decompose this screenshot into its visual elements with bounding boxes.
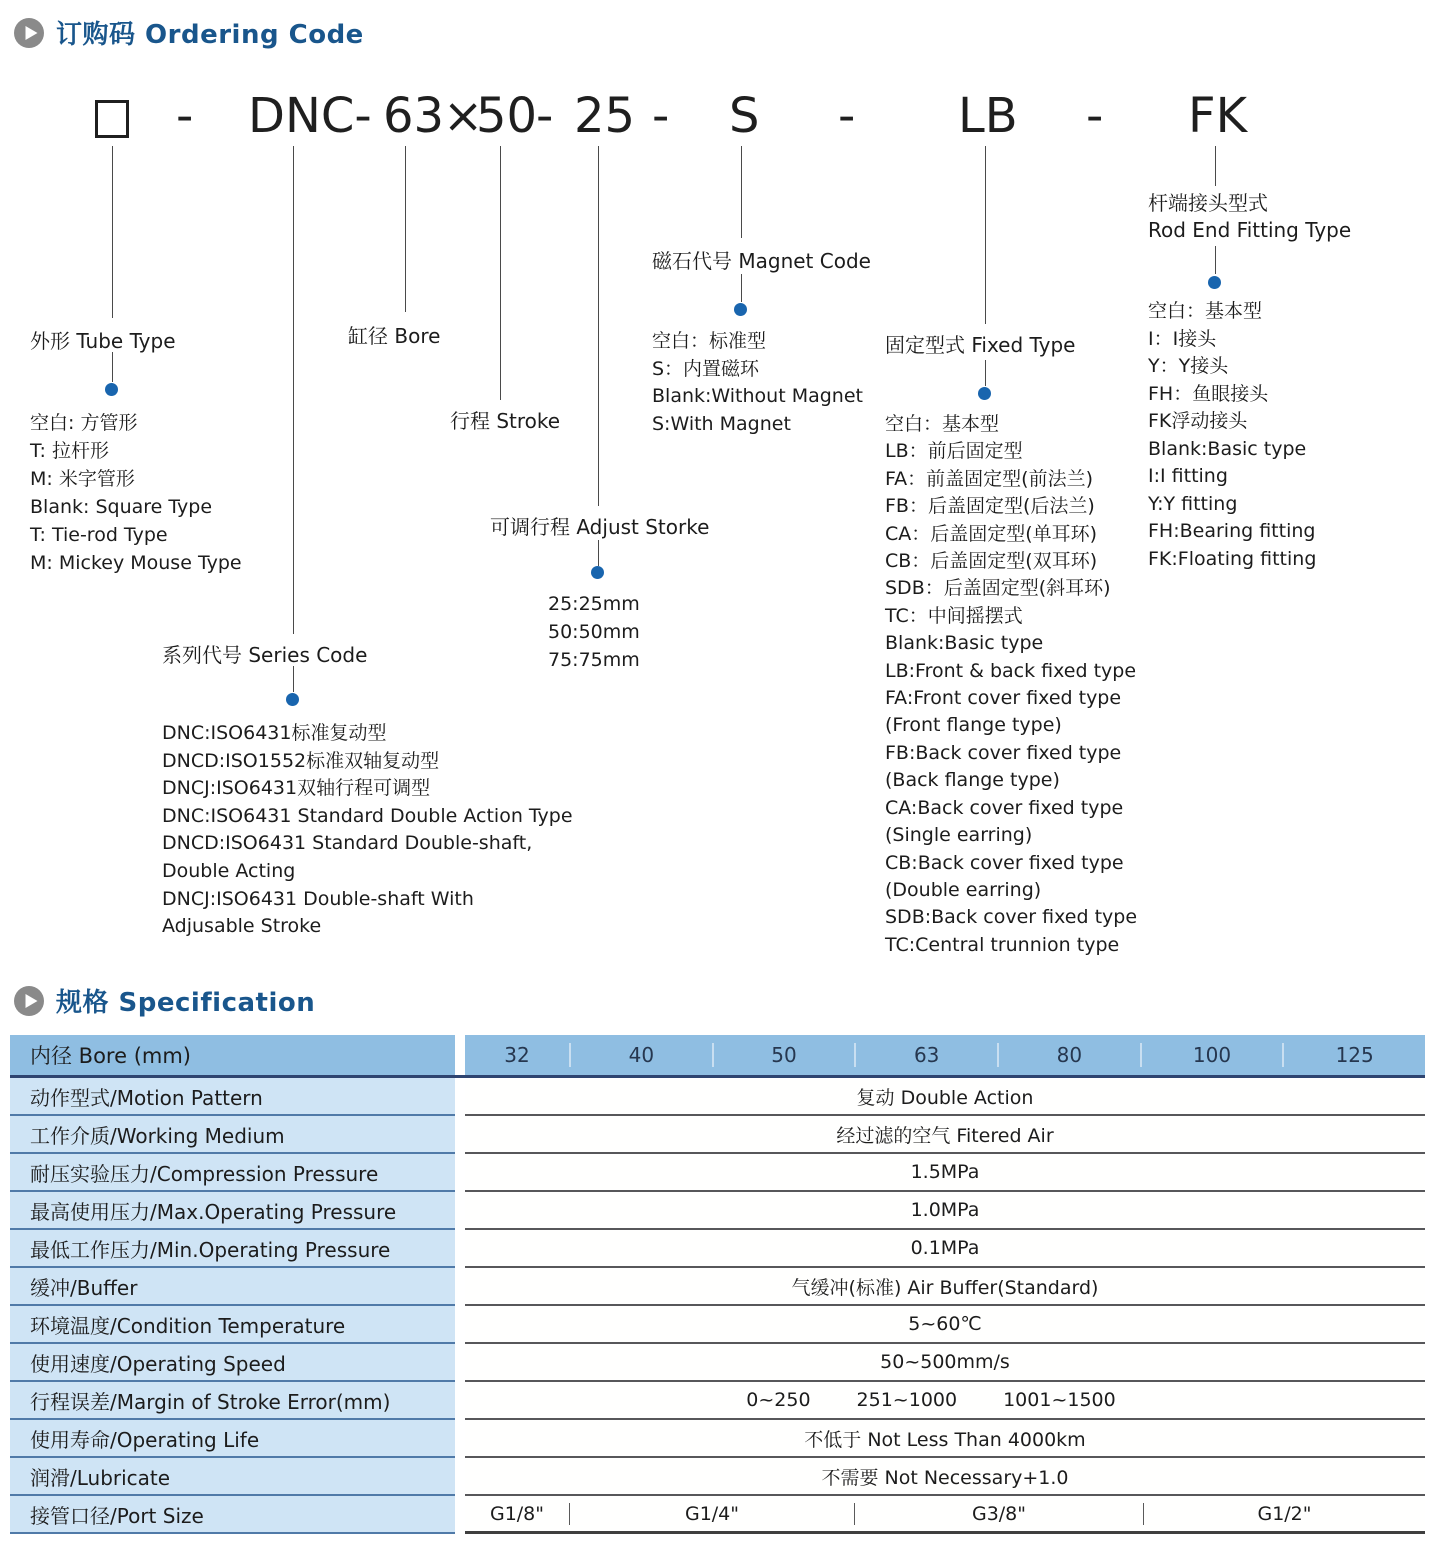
column-gap	[455, 1420, 465, 1458]
option: LB:Front & back fixed type	[885, 659, 1137, 682]
leader-line	[112, 352, 113, 382]
leader-line	[741, 274, 742, 302]
row-label: 工作介质/Working Medium	[10, 1116, 455, 1154]
row-label: 接管口径/Port Size	[10, 1496, 455, 1534]
code-magnet: S	[729, 88, 760, 144]
bore-label: 缸径 Bore	[348, 324, 441, 348]
option: 25:25mm	[548, 593, 640, 615]
option: 空白：基本型	[885, 413, 1000, 435]
option: DNCJ:ISO6431双轴行程可调型	[162, 777, 431, 800]
row-value	[465, 1420, 1425, 1458]
table-row	[10, 1344, 1425, 1382]
tube-type-options	[30, 409, 242, 577]
specification-table	[10, 1035, 1425, 1534]
code-times: ×	[443, 88, 484, 144]
table-row	[10, 1116, 1425, 1154]
row-label: 缓冲/Buffer	[10, 1268, 455, 1306]
column-header: 100	[1140, 1043, 1283, 1067]
table-row	[10, 1230, 1425, 1268]
option: T: 拉杆形	[30, 440, 109, 462]
value-text: 不低于 Not Less Than 4000km	[804, 1428, 1086, 1451]
value-text: 50~500mm/s	[880, 1351, 1010, 1373]
specification-section-title	[14, 982, 315, 1019]
column-header: 32	[504, 1043, 530, 1067]
option: CA:Back cover fixed type	[885, 796, 1124, 819]
column-header: 125	[1282, 1043, 1425, 1067]
column-gap	[455, 1306, 465, 1344]
port-size-cell: G3/8"	[854, 1503, 1143, 1525]
option: SDB:Back cover fixed type	[885, 906, 1138, 929]
bullet-dot	[1208, 276, 1221, 289]
table-row	[10, 1078, 1425, 1116]
option: I：I接头	[1148, 327, 1217, 350]
option: DNC:ISO6431标准复动型	[162, 722, 387, 744]
bullet-dot	[105, 383, 118, 396]
value-text: 5~60℃	[908, 1313, 982, 1335]
option: CA：后盖固定型(单耳环)	[885, 522, 1098, 545]
adjust-stroke-label: 可调行程 Adjust Storke	[490, 515, 710, 539]
code-dash: -	[536, 88, 554, 144]
row-value	[465, 1496, 1425, 1534]
row-value	[465, 1306, 1425, 1344]
section-title-text: 订购码 Ordering Code	[56, 20, 364, 50]
column-gap	[455, 1078, 465, 1116]
option: FA：前盖固定型(前法兰)	[885, 467, 1094, 490]
option: FH:Bearing fitting	[1148, 520, 1316, 542]
row-label: 动作型式/Motion Pattern	[10, 1078, 455, 1116]
row-label: 最高使用压力/Max.Operating Pressure	[10, 1192, 455, 1230]
option: FB：后盖固定型(后法兰)	[885, 495, 1095, 518]
code-stroke: 50	[476, 88, 538, 144]
value-text: 0~250	[746, 1389, 811, 1411]
option: CB:Back cover fixed type	[885, 851, 1124, 874]
column-gap	[455, 1496, 465, 1534]
magnet-code-options	[652, 328, 863, 438]
bullet-dot	[734, 303, 747, 316]
column-gap	[455, 1116, 465, 1154]
option: Y:Y fitting	[1148, 492, 1238, 515]
header-label: 内径 Bore (mm)	[10, 1035, 455, 1075]
play-icon	[14, 18, 44, 48]
row-value	[465, 1116, 1425, 1154]
table-row	[10, 1268, 1425, 1306]
option: S:With Magnet	[652, 412, 791, 435]
row-value	[465, 1382, 1425, 1420]
option: LB：前后固定型	[885, 440, 1023, 463]
option: S：内置磁环	[652, 357, 760, 380]
option: DNCD:ISO1552标准双轴复动型	[162, 749, 440, 772]
table-row	[10, 1154, 1425, 1192]
option: DNC:ISO6431 Standard Double Action Type	[162, 804, 573, 827]
leader-line	[293, 146, 294, 634]
column-gap	[455, 1458, 465, 1496]
bullet-dot	[286, 693, 299, 706]
leader-line	[985, 360, 986, 386]
row-value	[465, 1230, 1425, 1268]
ordering-code-section-title	[14, 14, 364, 51]
rod-end-label	[1148, 190, 1351, 244]
row-value	[465, 1344, 1425, 1382]
blank-box-code-segment	[95, 100, 129, 138]
option: 空白：基本型	[1148, 300, 1263, 322]
column-header: 80	[997, 1043, 1140, 1067]
option: 空白: 方管形	[30, 412, 138, 434]
port-size-cell: G1/4"	[569, 1503, 854, 1525]
option: 75:75mm	[548, 649, 640, 671]
code-dash: -	[176, 88, 194, 144]
option: (Double earring)	[885, 878, 1042, 901]
row-label: 耐压实验压力/Compression Pressure	[10, 1154, 455, 1192]
row-value	[465, 1154, 1425, 1192]
option: Blank:Basic type	[885, 632, 1044, 655]
column-gap	[455, 1268, 465, 1306]
port-size-cell: G1/2"	[1143, 1503, 1425, 1525]
column-gap	[455, 1344, 465, 1382]
leader-line	[741, 146, 742, 238]
option: Adjusable Stroke	[162, 915, 322, 938]
table-row-port-size	[10, 1496, 1425, 1534]
code-fixed-type: LB	[958, 88, 1018, 144]
value-text: 不需要 Not Necessary+1.0	[821, 1466, 1069, 1489]
row-value	[465, 1458, 1425, 1496]
header-columns	[465, 1035, 1425, 1075]
code-dash: -	[838, 88, 856, 144]
option: 空白：标准型	[652, 330, 767, 352]
value-text: 1001~1500	[1003, 1389, 1116, 1411]
leader-line	[405, 146, 406, 312]
code-series: DNC-	[248, 88, 372, 144]
bullet-dot	[591, 566, 604, 579]
code-bore: 63	[383, 88, 445, 144]
column-header: 50	[712, 1043, 855, 1067]
row-label: 使用速度/Operating Speed	[10, 1344, 455, 1382]
rod-end-label-zh: 杆端接头型式	[1148, 191, 1268, 215]
row-label: 使用寿命/Operating Life	[10, 1420, 455, 1458]
option: Double Acting	[162, 859, 296, 882]
value-text: 0.1MPa	[910, 1237, 980, 1259]
option: I:I fitting	[1148, 465, 1228, 487]
fixed-type-label: 固定型式 Fixed Type	[885, 333, 1076, 357]
option: Blank: Square Type	[30, 496, 213, 518]
bullet-dot	[978, 387, 991, 400]
leader-line	[1215, 246, 1216, 274]
option: M: Mickey Mouse Type	[30, 552, 242, 574]
table-row	[10, 1458, 1425, 1496]
option: M: 米字管形	[30, 468, 135, 490]
stroke-error-values	[746, 1389, 1115, 1411]
code-adjust-stroke: 25	[574, 88, 636, 144]
option: (Front flange type)	[885, 714, 1062, 737]
option: Y：Y接头	[1148, 355, 1229, 377]
value-text: 气缓冲(标准) Air Buffer(Standard)	[791, 1276, 1099, 1299]
section-title-text: 规格 Specification	[56, 988, 316, 1018]
option: FK:Floating fitting	[1148, 547, 1317, 570]
leader-line	[598, 540, 599, 566]
fixed-type-options	[885, 411, 1137, 959]
tube-type-label: 外形 Tube Type	[30, 329, 176, 353]
option: FB:Back cover fixed type	[885, 741, 1122, 764]
row-label: 行程误差/Margin of Stroke Error(mm)	[10, 1382, 455, 1420]
value-text: 1.5MPa	[910, 1161, 980, 1183]
column-header: 40	[569, 1043, 712, 1067]
row-label: 润滑/Lubricate	[10, 1458, 455, 1496]
table-row	[10, 1192, 1425, 1230]
option: DNCD:ISO6431 Standard Double-shaft,	[162, 832, 533, 855]
value-text: 复动 Double Action	[856, 1086, 1034, 1109]
row-value	[465, 1192, 1425, 1230]
option: CB：后盖固定型(双耳环)	[885, 550, 1098, 573]
table-header-row	[10, 1035, 1425, 1078]
leader-line	[985, 146, 986, 324]
option: FK浮动接头	[1148, 410, 1248, 432]
series-code-label: 系列代号 Series Code	[162, 643, 368, 667]
adjust-stroke-options	[548, 590, 640, 674]
option: (Back flange type)	[885, 769, 1060, 792]
leader-line	[598, 146, 599, 506]
port-size-cell: G1/8"	[489, 1502, 545, 1525]
option: TC:Central trunnion type	[885, 933, 1120, 956]
table-row-stroke-error	[10, 1382, 1425, 1420]
row-label: 环境温度/Condition Temperature	[10, 1306, 455, 1344]
magnet-code-label: 磁石代号 Magnet Code	[652, 249, 871, 273]
option: 50:50mm	[548, 621, 640, 643]
play-icon	[14, 986, 44, 1016]
code-dash: -	[1086, 88, 1104, 144]
column-gap	[455, 1154, 465, 1192]
option: FH：鱼眼接头	[1148, 382, 1269, 405]
rod-end-options	[1148, 298, 1316, 573]
column-gap	[455, 1382, 465, 1420]
option: SDB：后盖固定型(斜耳环)	[885, 577, 1111, 600]
column-gap	[455, 1035, 465, 1075]
column-header: 63	[854, 1043, 997, 1067]
leader-line	[500, 146, 501, 400]
row-value	[465, 1078, 1425, 1116]
value-text: 1.0MPa	[910, 1199, 980, 1221]
table-row	[10, 1420, 1425, 1458]
code-rod-end: FK	[1188, 88, 1248, 144]
table-row	[10, 1306, 1425, 1344]
option: TC：中间摇摆式	[885, 604, 1023, 627]
option: FA:Front cover fixed type	[885, 687, 1122, 710]
option: Blank:Basic type	[1148, 437, 1307, 460]
option: DNCJ:ISO6431 Double-shaft With	[162, 887, 474, 910]
column-gap	[455, 1230, 465, 1268]
stroke-label: 行程 Stroke	[450, 409, 561, 433]
rod-end-label-en: Rod End Fitting Type	[1148, 218, 1352, 242]
leader-line	[1215, 146, 1216, 186]
leader-line	[293, 666, 294, 692]
column-gap	[455, 1192, 465, 1230]
value-text: 经过滤的空气 Fitered Air	[836, 1124, 1054, 1147]
leader-line	[112, 146, 113, 318]
option: Blank:Without Magnet	[652, 385, 863, 407]
option: (Single earring)	[885, 824, 1033, 847]
row-label: 最低工作压力/Min.Operating Pressure	[10, 1230, 455, 1268]
series-code-options	[162, 720, 573, 941]
row-value	[465, 1268, 1425, 1306]
code-dash: -	[652, 88, 670, 144]
value-text: 251~1000	[856, 1389, 958, 1411]
option: T: Tie-rod Type	[30, 524, 168, 546]
